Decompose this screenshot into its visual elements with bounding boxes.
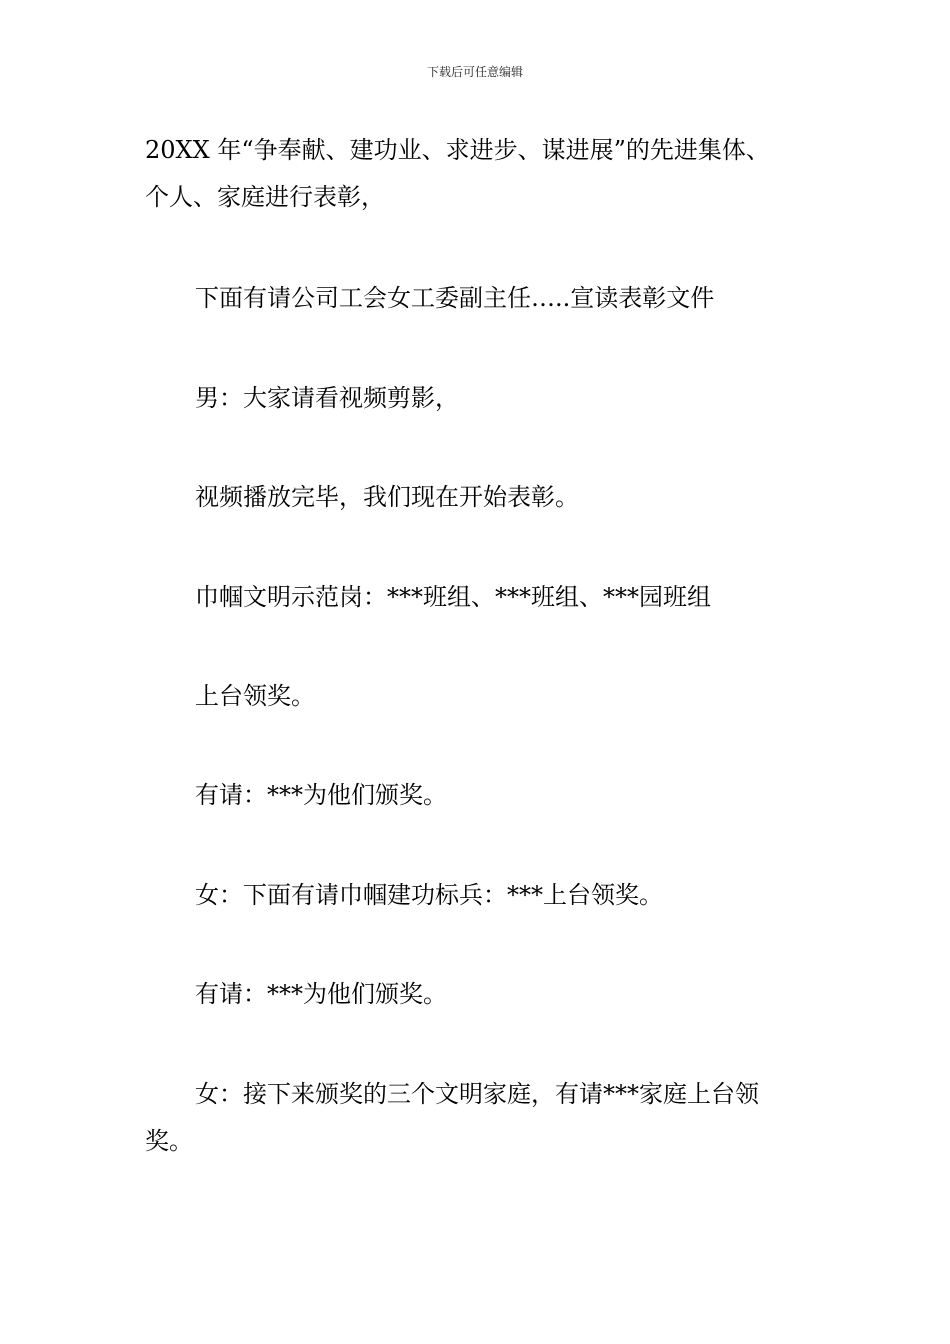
paragraph-line: 女：接下来颁奖的三个文明家庭，有请***家庭上台领 xyxy=(195,1080,759,1108)
paragraph-video-intro: 男：大家请看视频剪影， xyxy=(195,384,459,412)
paragraph-receive-award: 上台领奖。 xyxy=(195,682,315,710)
paragraph-line: 个人、家庭进行表彰， xyxy=(145,183,385,211)
paragraph-line: 20XX 年“争奉献、建功业、求进步、谋进展”的先进集体、 xyxy=(145,136,770,164)
paragraph-model-worker: 女：下面有请巾帼建功标兵：***上台领奖。 xyxy=(195,881,663,909)
paragraph-presenter-invite: 有请：***为他们颁奖。 xyxy=(195,781,447,809)
page-header: 下载后可任意编辑 xyxy=(426,65,523,79)
paragraph-civilized-families xyxy=(145,1071,845,1165)
paragraph-presenter-invite-2: 有请：***为他们颁奖。 xyxy=(195,980,447,1008)
paragraph-line: 奖。 xyxy=(145,1127,193,1155)
paragraph-model-post: 巾帼文明示范岗：***班组、***班组、***园班组 xyxy=(195,583,711,611)
paragraph-read-document: 下面有请公司工会女工委副主任…..宣读表彰文件 xyxy=(195,284,715,312)
paragraph-commendation-intro xyxy=(145,127,845,221)
paragraph-video-finished: 视频播放完毕，我们现在开始表彰。 xyxy=(195,483,579,511)
